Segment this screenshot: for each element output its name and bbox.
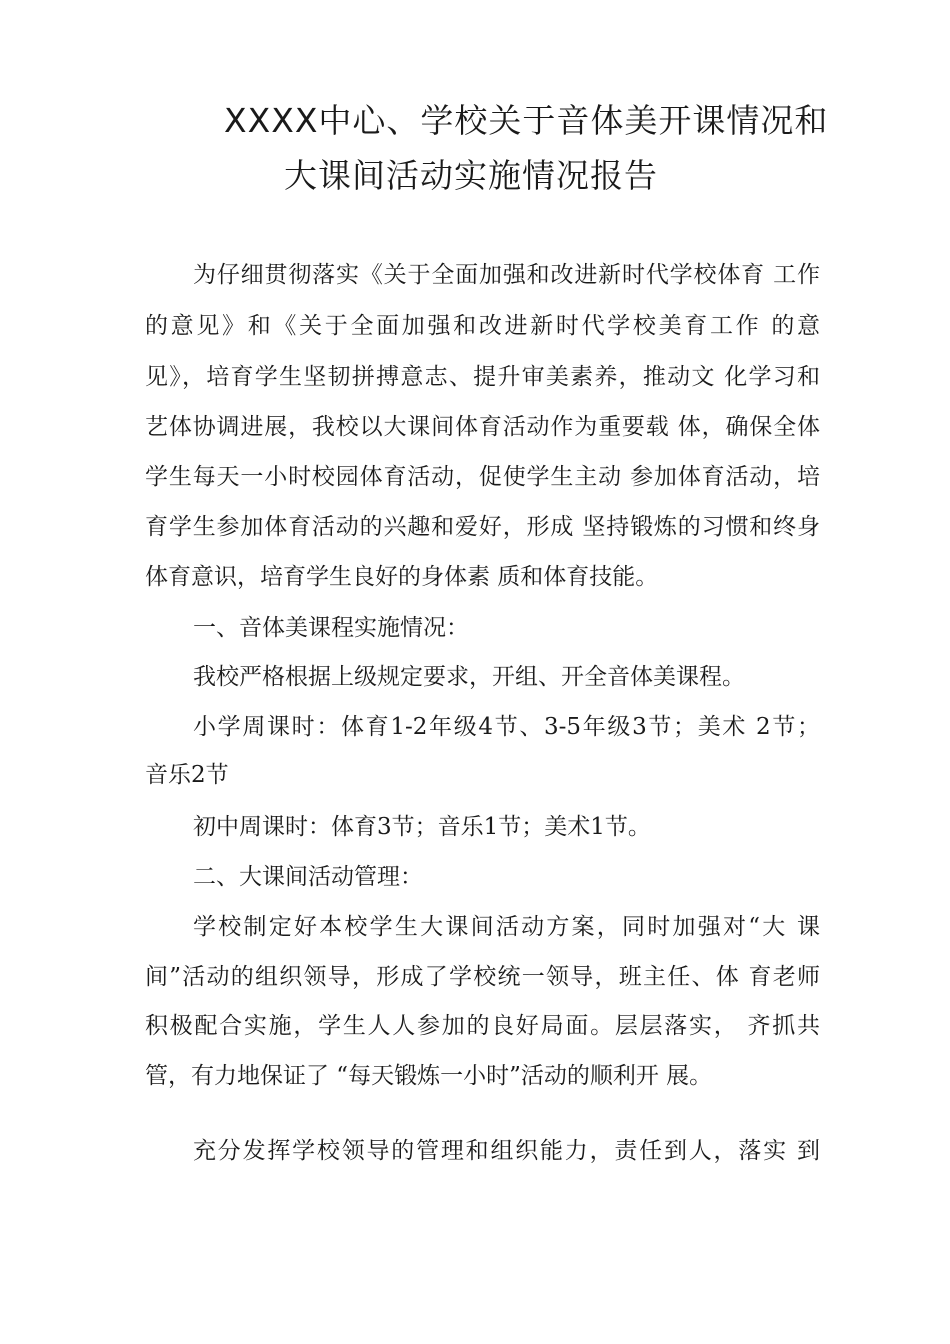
section-heading-2: 二、大课间活动管理： xyxy=(193,864,423,890)
paragraph-line: 为仔细贯彻落实《关于全面加强和改进新时代学校体育 工作 xyxy=(193,262,820,288)
paragraph-line: 间”活动的组织领导，形成了学校统一领导，班主任、体 育老师 xyxy=(145,964,820,990)
paragraph-line: 艺体协调进展，我校以大课间体育活动作为重要载 体，确保全体 xyxy=(145,414,820,440)
paragraph-line: 育学生参加体育活动的兴趣和爱好，形成 坚持锻炼的习惯和终身 xyxy=(145,514,820,540)
paragraph-line: 积极配合实施，学生人人参加的良好局面。层层落实， 齐抓共 xyxy=(145,1013,820,1039)
document-title-line-1: XXXX中心、学校关于音体美开课情况和 xyxy=(224,101,829,140)
paragraph-line: 充分发挥学校领导的管理和组织能力，责任到人，落实 到 xyxy=(193,1138,820,1164)
paragraph-line: 管，有力地保证了 “每天锻炼一小时”活动的顺利开 展。 xyxy=(145,1063,713,1089)
paragraph-line: 的意见》和《关于全面加强和改进新时代学校美育工作 的意 xyxy=(145,313,820,339)
paragraph-line: 见》，培育学生坚韧拼搏意志、提升审美素养，推动文 化学习和 xyxy=(145,364,820,390)
section-heading-1: 一、音体美课程实施情况： xyxy=(193,615,469,641)
document-title-line-2: 大课间活动实施情况报告 xyxy=(284,156,658,195)
paragraph-line: 学生每天一小时校园体育活动，促使学生主动 参加体育活动，培 xyxy=(145,464,820,490)
paragraph-line: 体育意识，培育学生良好的身体素 质和体育技能。 xyxy=(145,564,659,590)
paragraph-line: 小学周课时：体育1-2年级4节、3-5年级3节；美术 2节； xyxy=(193,714,820,740)
paragraph-line: 初中周课时：体育3节；音乐1节；美术1节。 xyxy=(193,814,651,840)
paragraph-line: 音乐2节 xyxy=(145,762,229,788)
paragraph-line: 学校制定好本校学生大课间活动方案，同时加强对“大 课 xyxy=(193,914,820,940)
paragraph-line: 我校严格根据上级规定要求，开组、开全音体美课程。 xyxy=(193,664,745,690)
